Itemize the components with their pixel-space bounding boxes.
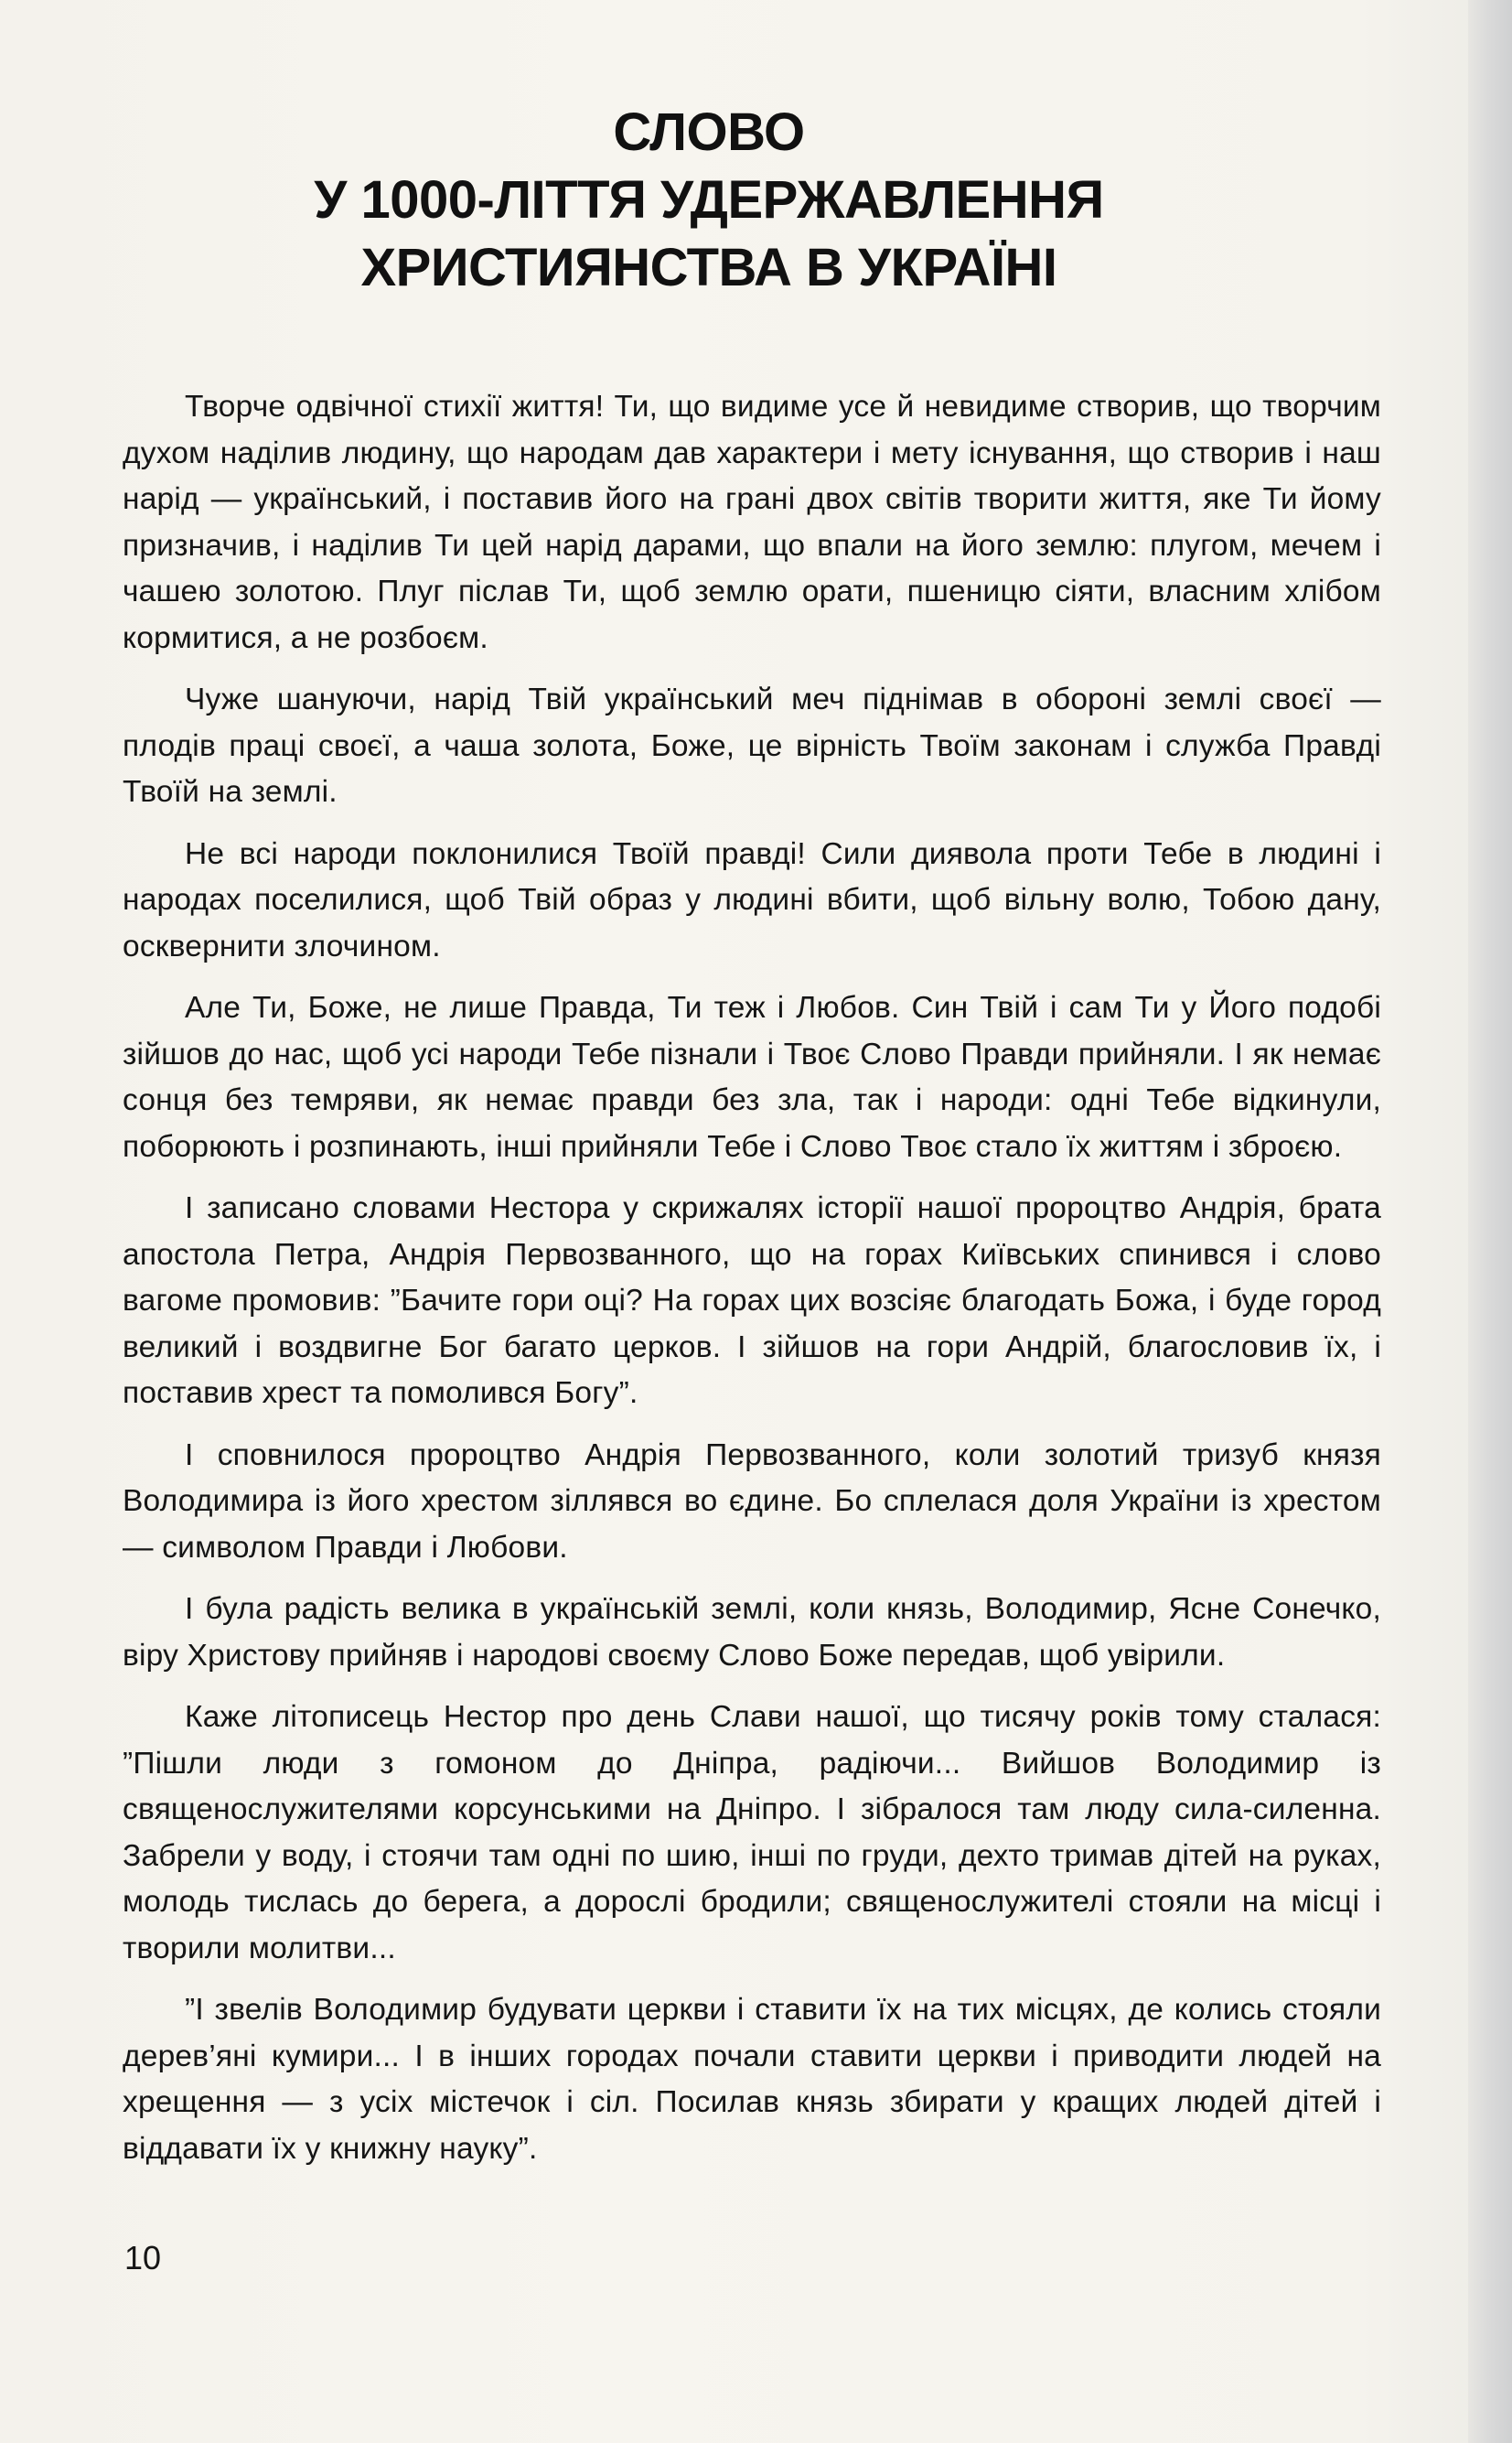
- title-line-2: У 1000-ЛІТТЯ УДЕРЖАВЛЕННЯ: [314, 170, 1104, 230]
- paragraph-4: Але Ти, Боже, не лише Правда, Ти теж і Любов. Син Твій і сам Ти у Його подобі зійшов до нас, щоб усі народи Тебе пізнали і Твоє Слово Правди прийняли. І як немає сонця без темряви, як немає правди без зла, так і народи: одні Тебе відкинули, поборюють і розпинають, інші прийняли Тебе і Слово Твоє стало їх життям і зброєю.: [123, 991, 1381, 1164]
- title-line-3: ХРИСТИЯНСТВА В УКРАЇНІ: [360, 238, 1057, 297]
- page-edge: [1468, 0, 1512, 2443]
- paragraph-2: Чуже шануючи, нарід Твій український меч піднімав в обороні землі своєї — плодів праці своєї, а чаша золота, Боже, це вірність Твоїм законам і служба Правді Твоїй на землі.: [123, 683, 1381, 809]
- paragraph-7: І була радість велика в українській землі, коли князь, Володимир, Ясне Сонечко, віру Христову прийняв і народові своєму Слово Боже передав, щоб увірили.: [123, 1592, 1381, 1673]
- paragraph-3: Не всі народи поклонилися Твоїй правді! Сили диявола проти Тебе в людині і народах поселилися, щоб Твій образ у людині вбити, щоб вільну волю, Тобою дану, осквернити злочином.: [123, 836, 1381, 963]
- title-line-1: СЛОВО: [613, 102, 805, 162]
- page-title: [119, 99, 1299, 302]
- paragraph-5: І записано словами Нестора у скрижалях історії нашої пророцтво Андрія, брата апостола Петра, Андрія Первозванного, що на горах Київських спинився і слово вагоме промовив: ”Бачите гори оці? На горах цих возсіяє благодать Божа, і буде город великий і воздвигне Бог багато церков. І зійшов на гори Андрій, благословив їх, і поставив хрест та помолився Богу”.: [123, 1191, 1381, 1410]
- paragraph-8: Каже літописець Нестор про день Слави нашої, що тисячу років тому сталася: ”Пішли люди з гомоном до Дніпра, радіючи... Вийшов Володимир із священослужителями корсунськими на Дніпро. І зібралося там люду сила-силенна. Забрели у воду, і стоячи там одні по шию, інші по груди, дехто тримав дітей на руках, молодь тислась до берега, а дорослі бродили; священослужителі стояли на місці і творили молитви...: [123, 1700, 1381, 1965]
- paragraph-6: І сповнилося пророцтво Андрія Первозванного, коли золотий тризуб князя Володимира із його хрестом зіллявся во єдине. Бо сплелася доля України із хрестом — символом Правди і Любови.: [123, 1437, 1381, 1565]
- body-text: [123, 384, 1381, 2188]
- paragraph-1: Творче одвічної стихії життя! Ти, що видиме усе й невидиме створив, що творчим духом наділив людину, що народам дав характери і мету існування, що створив і наш нарід — український, і поставив його на грані двох світів творити життя, яке Ти йому призначив, і наділив Ти цей нарід дарами, що впали на його землю: плугом, мечем і чашею золотою. Плуг післав Ти, щоб землю орати, пшеницю сіяти, власним хлібом кормитися, а не розбоєм.: [123, 390, 1381, 655]
- paragraph-9: ”І звелів Володимир будувати церкви і ставити їх на тих місцях, де колись стояли дерев’яні кумири... І в інших городах почали ставити церкви і приводити людей на хрещення — з усіх містечок і сіл. Посилав князь збирати у кращих людей дітей і віддавати їх у книжну науку”.: [123, 1993, 1381, 2166]
- page-number: 10: [124, 2239, 162, 2276]
